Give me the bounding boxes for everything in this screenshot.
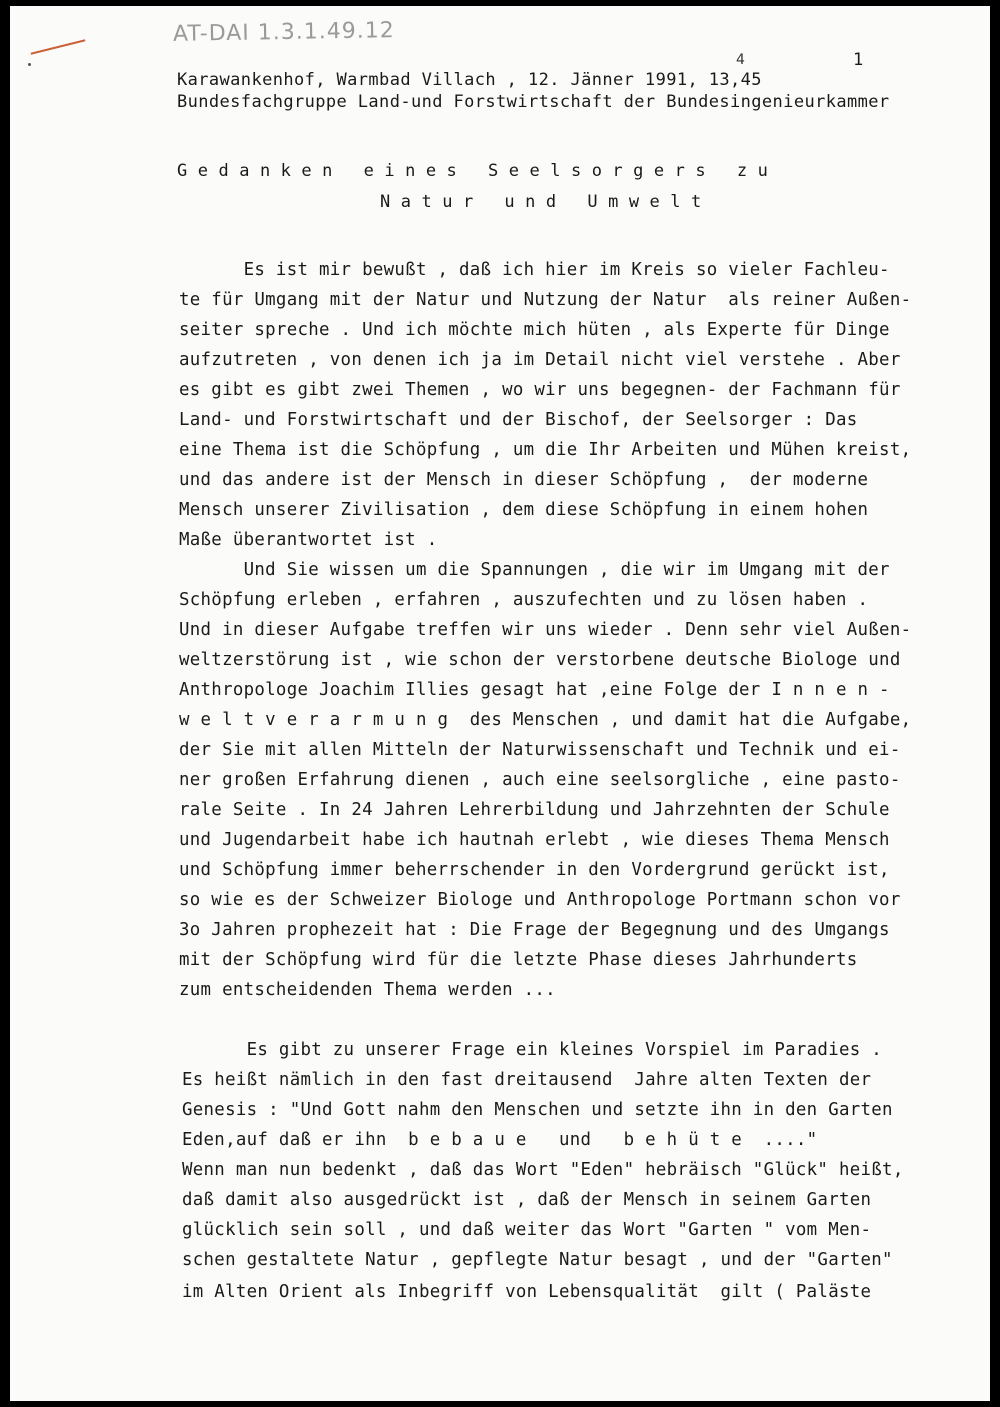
body-line: und das andere ist der Mensch in dieser Schöpfung , der moderne [179,470,869,490]
title-line-1: Gedanken eines Seelsorgers zu [177,161,779,181]
body-line: eine Thema ist die Schöpfung , um die Ihr Arbeiten und Mühen kreist, [179,440,912,460]
body-line: und Jugendarbeit habe ich hautnah erlebt , wie dieses Thema Mensch [179,830,890,850]
body-line: te für Umgang mit der Natur und Nutzung der Natur als reiner Außen- [179,290,912,310]
body-line: Genesis : "Und Gott nahm den Menschen und setzte ihn in den Garten [182,1100,893,1120]
body-line: daß damit also ausgedrückt ist , daß der Mensch in seinem Garten [182,1190,872,1210]
body-line: weltzerstörung ist , wie schon der verstorbene deutsche Biologe und [179,650,901,670]
body-line: zum entscheidenden Thema werden ... [179,980,556,1000]
body-line: Eden,auf daß er ihn b e b a u e und b e h ü t e ...." [182,1130,818,1150]
body-line: Wenn man nun bedenkt , daß das Wort "Eden" hebräisch "Glück" heißt, [182,1160,904,1180]
body-line: Land- und Forstwirtschaft und der Bischof, der Seelsorger : Das [179,410,858,430]
body-line: mit der Schöpfung wird für die letzte Phase dieses Jahrhunderts [179,950,858,970]
body-line: es gibt es gibt zwei Themen , wo wir uns begegnen- der Fachmann für [179,380,901,400]
body-line: Und in dieser Aufgabe treffen wir uns wieder . Denn sehr viel Außen- [179,620,912,640]
document-page [10,6,990,1401]
pencil-mark [31,39,86,54]
header-organization: Bundesfachgruppe Land-und Forstwirtschaft der Bundesingenieurkammer [177,92,890,112]
pencil-dot [28,63,31,66]
body-line: 3o Jahren prophezeit hat : Die Frage der Begegnung und des Umgangs [179,920,890,940]
body-line: rale Seite . In 24 Jahren Lehrerbildung und Jahrzehnten der Schule [179,800,890,820]
body-line: der Sie mit allen Mitteln der Naturwissenschaft und Technik und ei- [179,740,901,760]
body-line: Es ist mir bewußt , daß ich hier im Kreis so vieler Fachleu- [179,260,890,280]
body-line: aufzutreten , von denen ich ja im Detail nicht viel verstehe . Aber [179,350,901,370]
page-number: 1 [853,50,864,70]
body-line: Und Sie wissen um die Spannungen , die wir im Umgang mit der [179,560,890,580]
header-location-date: Karawankenhof, Warmbad Villach , 12. Jänner 1991, 13,45 [177,70,762,90]
title-line-2: Natur und Umwelt [380,192,712,212]
body-line: glücklich sein soll , und daß weiter das Wort "Garten " vom Men- [182,1220,872,1240]
body-line: Schöpfung erleben , erfahren , auszufechten und zu lösen haben . [179,590,869,610]
body-line: Es heißt nämlich in den fast dreitausend Jahre alten Texten der [182,1070,872,1090]
body-line: schen gestaltete Natur , gepflegte Natur besagt , und der "Garten" [182,1250,893,1270]
body-line: und Schöpfung immer beherrschender in den Vordergrund gerückt ist, [179,860,890,880]
body-line: so wie es der Schweizer Biologe und Anthropologe Portmann schon vor [179,890,901,910]
body-line: im Alten Orient als Inbegriff von Lebensqualität gilt ( Paläste [182,1282,872,1302]
body-line: Maße überantwortet ist . [179,530,438,550]
body-line: ner großen Erfahrung dienen , auch eine seelsorgliche , eine pasto- [179,770,901,790]
body-line: w e l t v e r a r m u n g des Menschen , und damit hat die Aufgabe, [179,710,912,730]
body-line: seiter spreche . Und ich möchte mich hüten , als Experte für Dinge [179,320,890,340]
archive-reference: AT-DAI 1.3.1.49.12 [172,18,395,47]
handwritten-year-correction: 4 [736,52,745,68]
body-line: Anthropologe Joachim Illies gesagt hat ,eine Folge der I n n e n - [179,680,890,700]
body-line: Es gibt zu unserer Frage ein kleines Vorspiel im Paradies . [182,1040,883,1060]
body-line: Mensch unserer Zivilisation , dem diese Schöpfung in einem hohen [179,500,869,520]
